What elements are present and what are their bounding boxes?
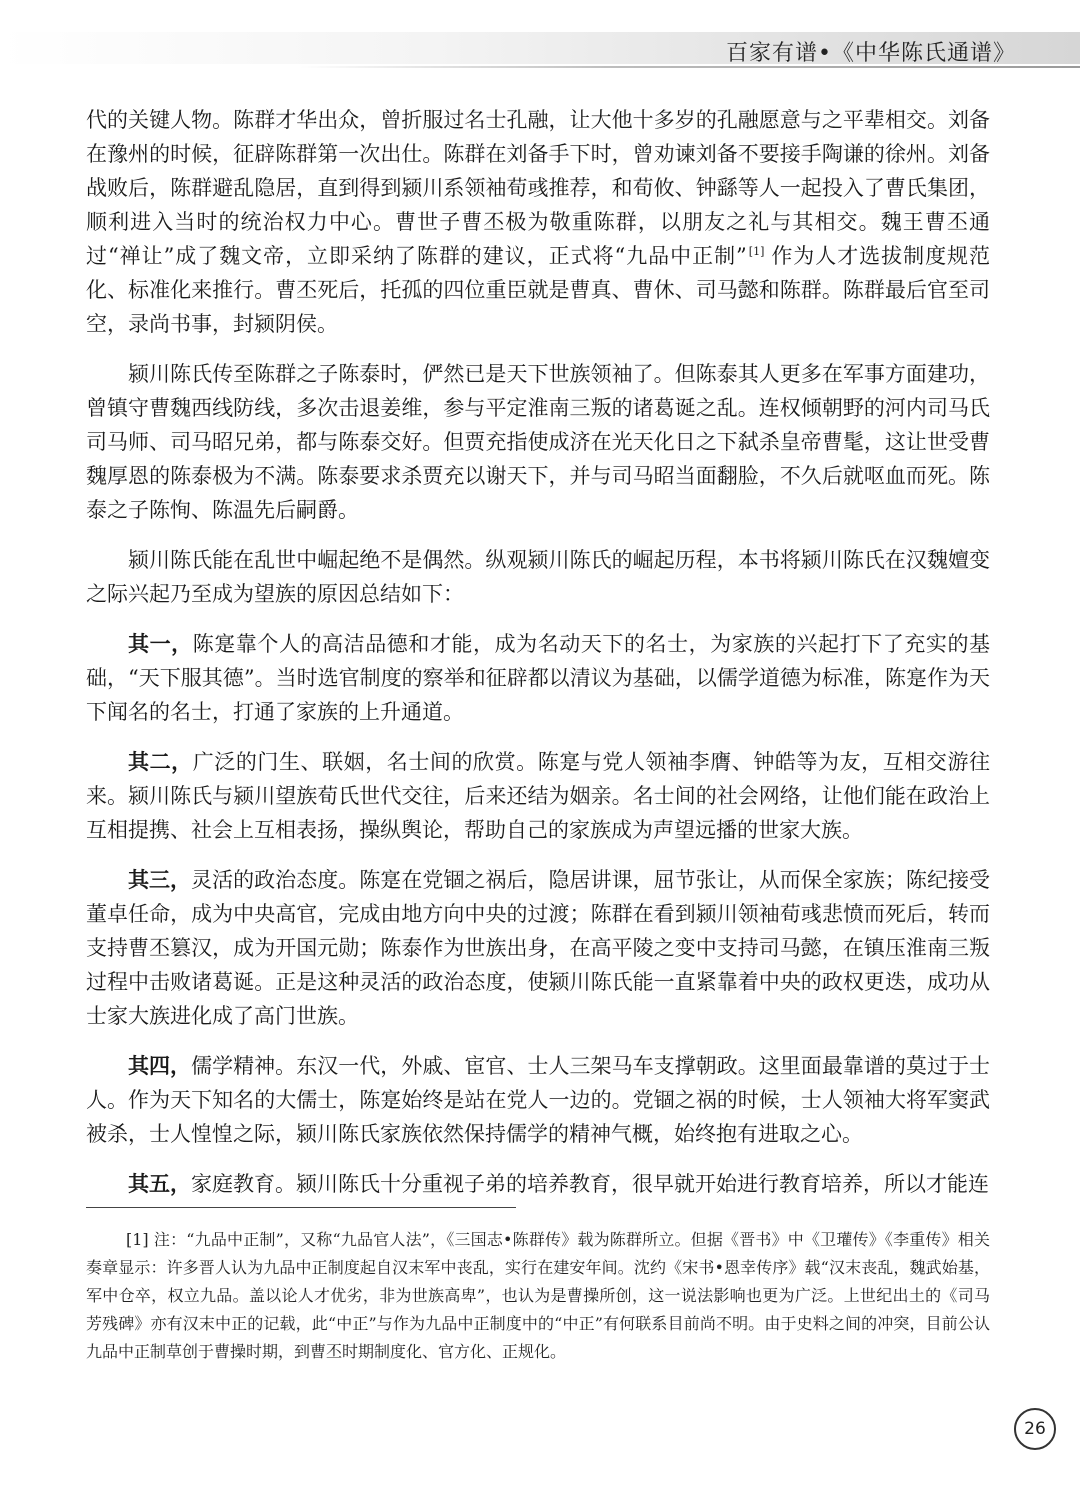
- footnote-reference[interactable]: [1]: [748, 245, 765, 258]
- paragraph-1-text: 代的关键人物。陈群才华出众，曾折服过名士孔融，让大他十多岁的孔融愿意与之平辈相交。刘备在豫州的时候，征辟陈群第一次出仕。陈群在刘备手下时，曾劝谏刘备不要接手陶谦的徐州。刘备战败后，陈群避乱隐居，直到得到颍川系领袖荀彧推荐，和荀攸、钟繇等人一起投入了曹氏集团，顺利进入当时的统治权力中心。曹世子曹丕极为敬重陈群，以朋友之礼与其相交。魏王曹丕通过“禅让”成了魏文帝，立即采纳了陈群的建议，正式将“九品中正制”: [86, 108, 990, 268]
- paragraph-8: [86, 1167, 990, 1201]
- footnote: [86, 1226, 990, 1366]
- paragraph-7: [86, 1049, 990, 1151]
- paragraph-4-text: 陈寔靠个人的高洁品德和才能，成为名动天下的名士，为家族的兴起打下了充实的基础，“天下服其德”。当时选官制度的察举和征辟都以清议为基础，以儒学道德为标准，陈寔作为天下闻名的名士，打通了家族的上升通道。: [86, 632, 991, 724]
- running-title: 百家有谱•《中华陈氏通谱》: [726, 41, 1016, 66]
- paragraph-4: [86, 627, 990, 729]
- paragraph-8-lead: 其五，: [128, 1171, 191, 1196]
- main-text: [86, 103, 990, 1217]
- paragraph-3: 颍川陈氏能在乱世中崛起绝不是偶然。纵观颍川陈氏的崛起历程，本书将颍川陈氏在汉魏嬗变之际兴起乃至成为望族的原因总结如下：: [86, 548, 990, 606]
- paragraph-5-lead: 其二，: [128, 749, 193, 774]
- paragraph-2: 颍川陈氏传至陈群之子陈泰时，俨然已是天下世族领袖了。但陈泰其人更多在军事方面建功，曾镇守曹魏西线防线，多次击退姜维，参与平定淮南三叛的诸葛诞之乱。连权倾朝野的河内司马氏司马师、司马昭兄弟，都与陈泰交好。但贾充指使成济在光天化日之下弑杀皇帝曹髦，这让世受曹魏厚恩的陈泰极为不满。陈泰要求杀贾充以谢天下，并与司马昭当面翻脸，不久后就呕血而死。陈泰之子陈恂、陈温先后嗣爵。: [86, 362, 990, 522]
- footnote-text: [1] 注：“九品中正制”，又称“九品官人法”，《三国志•陈群传》载为陈群所立。但据《晋书》中《卫瓘传》《李重传》相关奏章显示：许多晋人认为九品中正制度起自汉末军中丧乱，实行在建安年间。沈约《宋书•恩幸传序》载“汉末丧乱，魏武始基，军中仓卒，权立九品。盖以论人才优劣，非为世族高卑”，也认为是曹操所创，这一说法影响也更为广泛。上世纪出土的《司马芳残碑》亦有汉末中正的记载，此“中正”与作为九品中正制度中的“中正”有何联系目前尚不明。由于史料之间的冲突，目前公认九品中正制草创于曹操时期，到曹丕时期制度化、官方化、正规化。: [86, 1230, 990, 1361]
- paragraph-6: [86, 863, 990, 1033]
- paragraph-6-lead: 其三，: [128, 867, 192, 892]
- paragraph-7-text: 儒学精神。东汉一代，外戚、宦官、士人三架马车支撑朝政。这里面最靠谱的莫过于士人。作为天下知名的大儒士，陈寔始终是站在党人一边的。党锢之祸的时候，士人领袖大将军窦武被杀，士人惶惶之际，颍川陈氏家族依然保持儒学的精神气概，始终抱有进取之心。: [86, 1054, 990, 1146]
- paragraph-4-lead: 其一，: [128, 631, 193, 656]
- paragraph-1: [86, 103, 990, 341]
- footnote-divider: [86, 1207, 516, 1208]
- paragraph-7-lead: 其四，: [128, 1053, 192, 1078]
- paragraph-6-text: 灵活的政治态度。陈寔在党锢之祸后，隐居讲课，屈节张让，从而保全家族；陈纪接受董卓任命，成为中央高官，完成由地方向中央的过渡；陈群在看到颍川领袖荀彧悲愤而死后，转而支持曹丕篡汉，成为开国元勋；陈泰作为世族出身，在高平陵之变中支持司马懿，在镇压淮南三叛过程中击败诸葛诞。正是这种灵活的政治态度，使颍川陈氏能一直紧靠着中央的政权更迭，成功从士家大族进化成了高门世族。: [86, 868, 990, 1028]
- paragraph-5: [86, 745, 990, 847]
- paragraph-5-text: 广泛的门生、联姻，名士间的欣赏。陈寔与党人领袖李膺、钟皓等为友，互相交游往来。颍川陈氏与颍川望族荀氏世代交往，后来还结为姻亲。名士间的社会网络，让他们能在政治上互相提携、社会上互相表扬，操纵舆论，帮助自己的家族成为声望远播的世家大族。: [86, 750, 991, 842]
- paragraph-1-tail: 作为人才选拔制度规范化、标准化来推行。曹丕死后，托孤的四位重臣就是曹真、曹休、司马懿和陈群。陈群最后官至司空，录尚书事，封颍阴侯。: [86, 244, 990, 336]
- page-number: 26: [1014, 1408, 1056, 1450]
- paragraph-8-text: 家庭教育。颍川陈氏十分重视子弟的培养教育，很早就开始进行教育培养，所以才能连: [191, 1172, 989, 1196]
